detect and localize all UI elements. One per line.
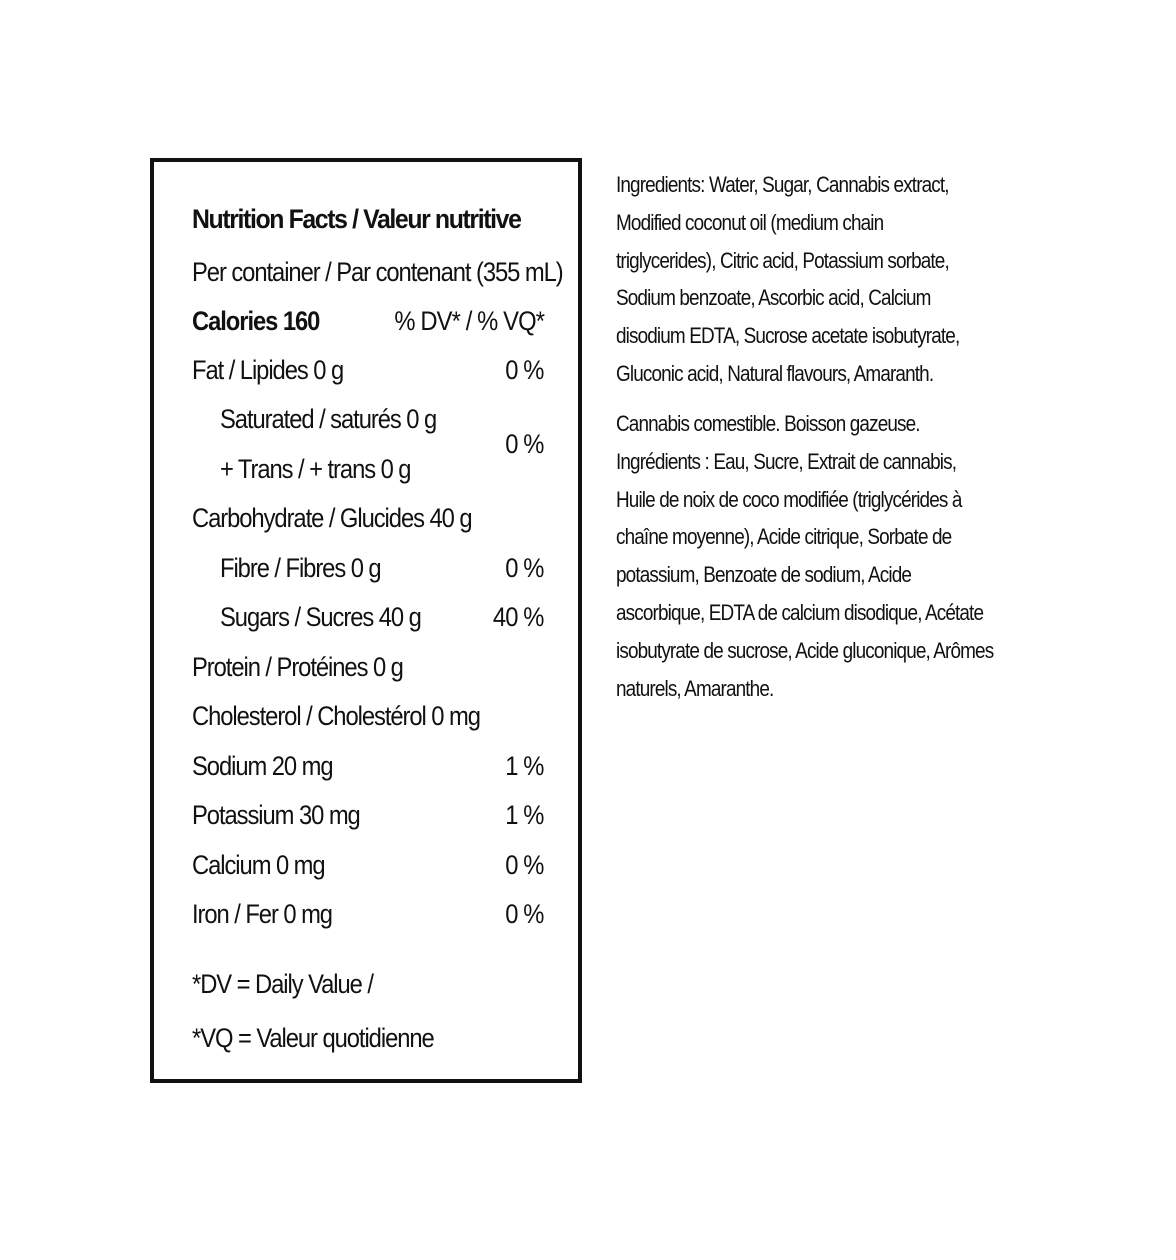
iron-row xyxy=(192,894,544,934)
serving-size-label: Per container / Par contenant (355 mL) xyxy=(192,257,563,287)
potassium-label: Potassium 30 mg xyxy=(192,800,360,830)
calcium-label: Calcium 0 mg xyxy=(192,850,325,880)
dv-header: % DV* / % VQ* xyxy=(394,306,544,336)
calories-label: Calories 160 xyxy=(192,306,320,336)
ingredients-en-line: Ingredients: Water, Sugar, Cannabis extract, xyxy=(616,172,949,197)
saturated-trans-dv: 0 % xyxy=(505,429,544,459)
saturated-label: Saturated / saturés 0 g xyxy=(220,404,437,434)
calcium-row xyxy=(192,845,544,885)
fat-row xyxy=(192,350,544,390)
sugars-label: Sugars / Sucres 40 g xyxy=(220,602,421,632)
nutrition-facts-table xyxy=(150,158,582,1083)
ingredients-fr-line: Huile de noix de coco modifiée (triglycérides à xyxy=(616,486,962,512)
nutrition-facts-title: Nutrition Facts / Valeur nutritive xyxy=(192,204,521,234)
carbohydrate-row xyxy=(192,498,544,538)
fat-dv: 0 % xyxy=(505,355,544,385)
ingredients-fr-line: isobutyrate de sucrose, Acide gluconique, Arômes xyxy=(616,637,994,663)
ingredients-fr-line: Ingrédients : Eau, Sucre, Extrait de cannabis, xyxy=(616,448,957,474)
trans-row xyxy=(192,449,544,489)
sugars-dv: 40 % xyxy=(493,602,544,632)
fibre-row xyxy=(192,548,544,588)
sodium-dv: 1 % xyxy=(505,751,544,781)
protein-label: Protein / Protéines 0 g xyxy=(192,652,403,682)
sugars-row xyxy=(192,597,544,637)
ingredients-fr-line: naturels, Amaranthe. xyxy=(616,675,774,701)
potassium-row xyxy=(192,795,544,835)
fibre-label: Fibre / Fibres 0 g xyxy=(220,553,381,583)
serving-size-row xyxy=(192,252,563,292)
footnote-dv: *DV = Daily Value / xyxy=(192,969,373,999)
ingredients-fr-line: potassium, Benzoate de sodium, Acide xyxy=(616,562,912,588)
cholesterol-row xyxy=(192,696,544,736)
calories-row xyxy=(192,301,544,341)
ingredients-en-line: disodium EDTA, Sucrose acetate isobutyrate, xyxy=(616,323,960,349)
cholesterol-label: Cholesterol / Cholestérol 0 mg xyxy=(192,701,480,731)
ingredients-fr-line: chaîne moyenne), Acide citrique, Sorbate de xyxy=(616,524,952,550)
iron-label: Iron / Fer 0 mg xyxy=(192,899,332,929)
protein-row xyxy=(192,647,544,687)
fibre-dv: 0 % xyxy=(505,553,544,583)
fat-label: Fat / Lipides 0 g xyxy=(192,355,344,385)
ingredients-fr-line: ascorbique, EDTA de calcium disodique, Acétate xyxy=(616,599,984,625)
ingredients-french xyxy=(616,405,1016,707)
saturated-row xyxy=(192,399,544,439)
ingredients-en-line: Sodium benzoate, Ascorbic acid, Calcium xyxy=(616,285,931,311)
sodium-row xyxy=(192,746,544,786)
calcium-dv: 0 % xyxy=(505,850,544,880)
footnote-vq: *VQ = Valeur quotidienne xyxy=(192,1023,434,1053)
trans-label: + Trans / + trans 0 g xyxy=(220,454,411,484)
ingredients-fr-line: Cannabis comestible. Boisson gazeuse. xyxy=(616,411,920,436)
ingredients-en-line: Gluconic acid, Natural flavours, Amaranth. xyxy=(616,360,934,386)
ingredients-en-line: Modified coconut oil (medium chain xyxy=(616,209,884,235)
sodium-label: Sodium 20 mg xyxy=(192,751,333,781)
potassium-dv: 1 % xyxy=(505,800,544,830)
ingredients-en-line: triglycerides), Citric acid, Potassium sorbate, xyxy=(616,247,949,273)
ingredients-english xyxy=(616,166,1016,393)
iron-dv: 0 % xyxy=(505,899,544,929)
carbohydrate-label: Carbohydrate / Glucides 40 g xyxy=(192,503,472,533)
